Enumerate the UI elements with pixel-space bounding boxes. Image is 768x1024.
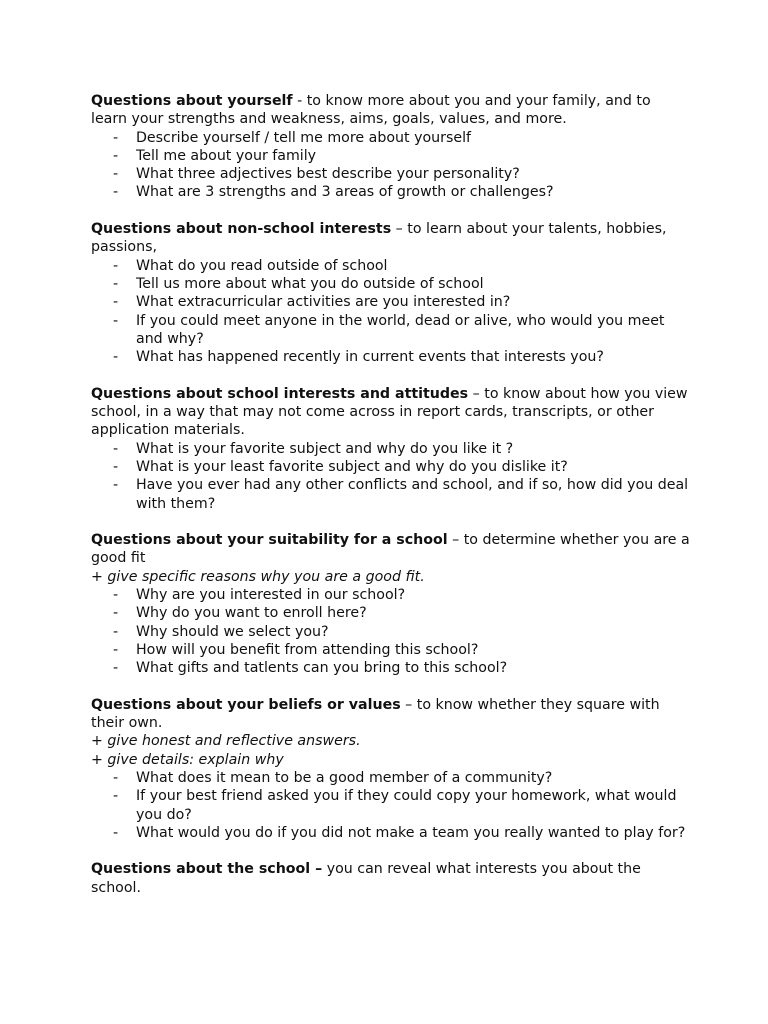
section-school-interests bbox=[91, 385, 691, 513]
document-page bbox=[91, 92, 691, 897]
question-item bbox=[91, 165, 691, 183]
question-item bbox=[91, 129, 691, 147]
section-intro bbox=[91, 220, 691, 257]
bullet-dash: - bbox=[113, 605, 119, 622]
question-item bbox=[91, 604, 691, 622]
question-item bbox=[91, 257, 691, 275]
bullet-dash: - bbox=[113, 129, 119, 146]
question-list bbox=[91, 257, 691, 367]
question-item bbox=[91, 183, 691, 201]
section-intro bbox=[91, 92, 691, 129]
bullet-dash: - bbox=[113, 641, 119, 658]
section-intro bbox=[91, 531, 691, 568]
question-item bbox=[91, 147, 691, 165]
bullet-dash: - bbox=[113, 275, 119, 292]
question-item bbox=[91, 312, 691, 349]
bullet-dash: - bbox=[113, 349, 119, 366]
bullet-dash: - bbox=[113, 294, 119, 311]
bullet-dash: - bbox=[113, 166, 119, 183]
question-item bbox=[91, 476, 691, 513]
question-text: If you could meet anyone in the world, dead or alive, who would you meet and why? bbox=[136, 312, 665, 347]
section-tip: + give honest and reflective answers. bbox=[91, 733, 361, 750]
question-list bbox=[91, 129, 691, 202]
bullet-dash: - bbox=[113, 587, 119, 604]
section-heading: Questions about school interests and attitudes bbox=[91, 385, 469, 402]
question-text: Tell me about your family bbox=[136, 147, 317, 164]
question-text: What is your least favorite subject and why do you dislike it? bbox=[136, 458, 568, 475]
bullet-dash: - bbox=[113, 440, 119, 457]
section-intro bbox=[91, 385, 691, 440]
section-about-school bbox=[91, 860, 691, 897]
bullet-dash: - bbox=[113, 184, 119, 201]
question-item bbox=[91, 623, 691, 641]
question-text: Have you ever had any other conflicts and school, and if so, how did you deal with them? bbox=[136, 477, 689, 512]
question-text: What are 3 strengths and 3 areas of growth or challenges? bbox=[136, 184, 554, 201]
question-list bbox=[91, 769, 691, 842]
question-item bbox=[91, 348, 691, 366]
question-text: What extracurricular activities are you interested in? bbox=[136, 294, 511, 311]
question-text: Describe yourself / tell me more about yourself bbox=[136, 129, 472, 146]
bullet-dash: - bbox=[113, 458, 119, 475]
section-heading: Questions about non-school interests bbox=[91, 221, 392, 238]
section-description: – to learn about your talents, hobbies, passions, bbox=[91, 221, 667, 256]
question-text: What has happened recently in current events that interests you? bbox=[136, 349, 604, 366]
bullet-dash: - bbox=[113, 312, 119, 329]
section-heading: Questions about your suitability for a school bbox=[91, 532, 448, 549]
section-yourself bbox=[91, 92, 691, 202]
question-item bbox=[91, 824, 691, 842]
question-item bbox=[91, 440, 691, 458]
question-text: What is your favorite subject and why do you like it ? bbox=[136, 440, 514, 457]
question-text: Why are you interested in our school? bbox=[136, 587, 406, 604]
question-item bbox=[91, 275, 691, 293]
section-heading: Questions about yourself bbox=[91, 93, 293, 109]
bullet-dash: - bbox=[113, 147, 119, 164]
bullet-dash: - bbox=[113, 623, 119, 640]
question-text: Tell us more about what you do outside of school bbox=[136, 275, 484, 292]
section-intro bbox=[91, 860, 691, 897]
section-description: you can reveal what interests you about the school. bbox=[91, 861, 641, 896]
section-non-school-interests bbox=[91, 220, 691, 366]
question-item bbox=[91, 293, 691, 311]
question-item bbox=[91, 641, 691, 659]
section-description: – to determine whether you are a good fit bbox=[91, 532, 690, 567]
question-item bbox=[91, 586, 691, 604]
bullet-dash: - bbox=[113, 788, 119, 805]
question-text: How will you benefit from attending this school? bbox=[136, 641, 479, 658]
section-heading: Questions about the school – bbox=[91, 861, 323, 878]
question-text: What does it mean to be a good member of a community? bbox=[136, 769, 553, 786]
section-description: – to know about how you view school, in a way that may not come across in report cards, transcripts, or other application materials. bbox=[91, 385, 688, 439]
question-text: What would you do if you did not make a team you really wanted to play for? bbox=[136, 824, 686, 841]
question-list bbox=[91, 440, 691, 513]
section-suitability bbox=[91, 531, 691, 677]
section-description: – to know whether they square with their own. bbox=[91, 696, 660, 732]
question-item bbox=[91, 659, 691, 677]
bullet-dash: - bbox=[113, 660, 119, 677]
bullet-dash: - bbox=[113, 257, 119, 274]
section-beliefs-values bbox=[91, 696, 691, 842]
section-tip: + give specific reasons why you are a good fit. bbox=[91, 568, 425, 585]
question-text: If your best friend asked you if they could copy your homework, what would you do? bbox=[136, 788, 677, 823]
question-list bbox=[91, 586, 691, 677]
question-item bbox=[91, 787, 691, 824]
question-text: What do you read outside of school bbox=[136, 257, 388, 274]
question-text: What three adjectives best describe your personality? bbox=[136, 166, 520, 183]
question-item bbox=[91, 769, 691, 787]
bullet-dash: - bbox=[113, 824, 119, 841]
question-text: What gifts and tatlents can you bring to this school? bbox=[136, 660, 508, 677]
section-tip: + give details: explain why bbox=[91, 751, 284, 768]
bullet-dash: - bbox=[113, 477, 119, 494]
section-intro bbox=[91, 696, 691, 733]
bullet-dash: - bbox=[113, 769, 119, 786]
section-description: - to know more about you and your family, and to learn your strengths and weakness, aims, goals, values, and more. bbox=[91, 93, 651, 128]
question-item bbox=[91, 458, 691, 476]
section-heading: Questions about your beliefs or values bbox=[91, 696, 401, 713]
question-text: Why should we select you? bbox=[136, 623, 329, 640]
question-text: Why do you want to enroll here? bbox=[136, 605, 367, 622]
